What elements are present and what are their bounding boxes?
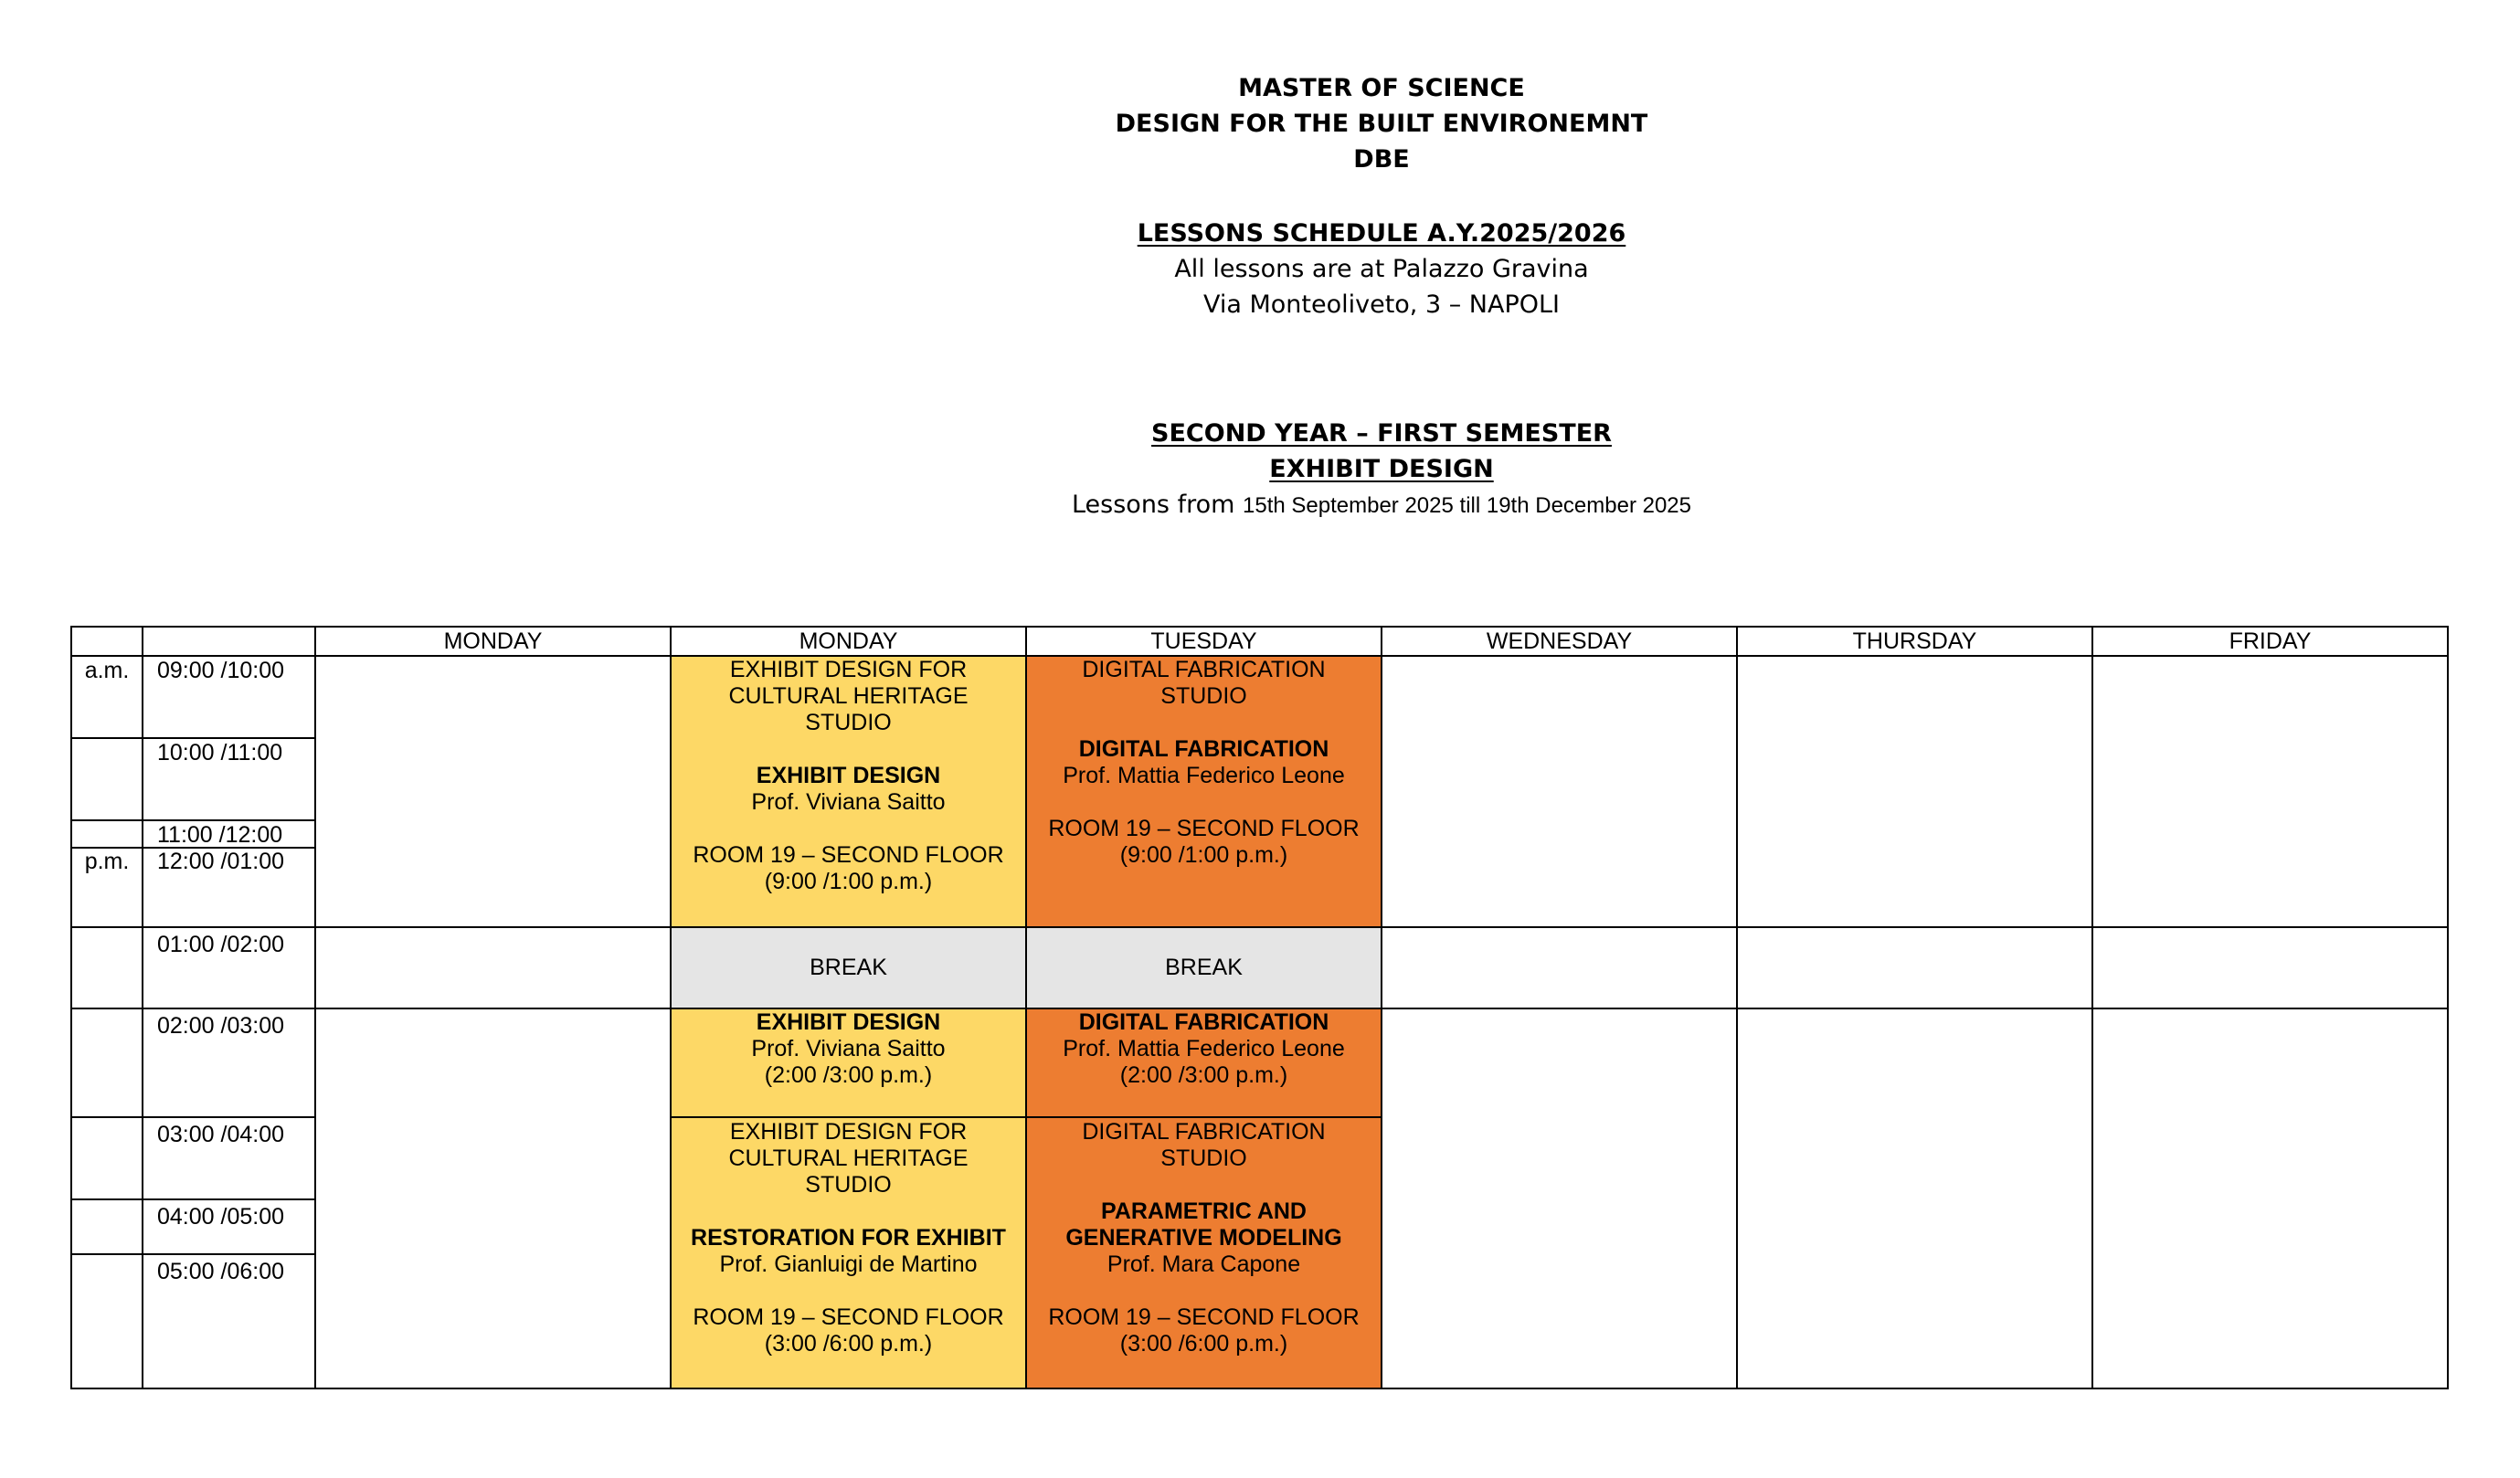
semester-title: SECOND YEAR – FIRST SEMESTER	[1151, 419, 1612, 448]
schedule-title: LESSONS SCHEDULE A.Y.2025/2026	[1137, 219, 1626, 248]
time-slot: 02:00 /03:00	[157, 1013, 285, 1039]
location-line-2: Via Monteoliveto, 3 – NAPOLI	[1202, 290, 1561, 319]
program-title: DESIGN FOR THE BUILT ENVIRONEMNT	[1115, 110, 1648, 138]
break-label: BREAK	[810, 955, 887, 980]
studio-name: DIGITAL FABRICATION	[1082, 1119, 1326, 1145]
break-label: BREAK	[1165, 955, 1243, 980]
course-name: DIGITAL FABRICATION	[1078, 736, 1329, 762]
time-slot: 10:00 /11:00	[157, 740, 283, 765]
room: ROOM 19 – SECOND FLOOR	[693, 842, 1004, 868]
course-name: PARAMETRIC AND	[1101, 1198, 1307, 1224]
period-dates: 15th September 2025 till 19th December 2025	[1243, 493, 1691, 518]
day-header-tuesday: TUESDAY	[1150, 628, 1257, 654]
room: ROOM 19 – SECOND FLOOR	[1048, 1304, 1360, 1330]
schedule-header	[0, 216, 2520, 322]
professor: Prof. Mattia Federico Leone	[1063, 1036, 1345, 1061]
day-header-monday: MONDAY	[799, 628, 898, 654]
day-header-thursday: THURSDAY	[1852, 628, 1977, 654]
tuesday-morning-block	[1026, 656, 1382, 927]
time-slot: 01:00 /02:00	[157, 932, 285, 957]
day-header-wednesday: WEDNESDAY	[1486, 628, 1633, 654]
tuesday-early-afternoon-block	[1026, 1008, 1382, 1117]
tuesday-late-afternoon-block	[1026, 1117, 1382, 1388]
program-header	[0, 70, 2520, 177]
time-range: (2:00 /3:00 p.m.)	[764, 1062, 933, 1088]
semester-header	[0, 416, 2520, 523]
tuesday-break	[1026, 927, 1382, 1008]
time-slot: 04:00 /05:00	[157, 1204, 285, 1230]
studio-name: CULTURAL HERITAGE	[728, 1145, 969, 1171]
am-label: a.m.	[84, 658, 130, 683]
room: ROOM 19 – SECOND FLOOR	[693, 1304, 1004, 1330]
professor: Prof. Viviana Saitto	[751, 789, 946, 815]
room: ROOM 19 – SECOND FLOOR	[1048, 816, 1360, 841]
studio-name: STUDIO	[1160, 683, 1247, 709]
monday-break	[671, 927, 1026, 1008]
professor: Prof. Mattia Federico Leone	[1063, 763, 1345, 788]
course-name: EXHIBIT DESIGN	[756, 1009, 941, 1035]
time-slot: 11:00 /12:00	[157, 822, 283, 848]
location-line-1: All lessons are at Palazzo Gravina	[1174, 255, 1589, 283]
studio-name: STUDIO	[1160, 1145, 1247, 1171]
professor: Prof. Viviana Saitto	[751, 1036, 946, 1061]
studio-name: EXHIBIT DESIGN FOR	[729, 1119, 968, 1145]
time-range: (3:00 /6:00 p.m.)	[1119, 1331, 1288, 1357]
studio-name: EXHIBIT DESIGN FOR	[729, 657, 968, 682]
pm-label: p.m.	[84, 849, 130, 874]
time-slot: 09:00 /10:00	[157, 658, 285, 683]
course-name: DIGITAL FABRICATION	[1078, 1009, 1329, 1035]
monday-morning-block	[671, 656, 1026, 927]
period-prefix: Lessons from	[1071, 491, 1235, 519]
professor: Prof. Mara Capone	[1106, 1251, 1301, 1277]
time-range: (2:00 /3:00 p.m.)	[1119, 1062, 1288, 1088]
degree-title: MASTER OF SCIENCE	[1238, 74, 1525, 102]
day-header-friday: FRIDAY	[2229, 628, 2312, 654]
professor: Prof. Gianluigi de Martino	[719, 1251, 978, 1277]
time-range: (9:00 /1:00 p.m.)	[1119, 842, 1288, 868]
program-acronym: DBE	[1353, 145, 1410, 174]
studio-name: DIGITAL FABRICATION	[1082, 657, 1326, 682]
course-name: EXHIBIT DESIGN	[756, 763, 941, 788]
studio-name: STUDIO	[805, 710, 892, 735]
time-slot: 03:00 /04:00	[157, 1122, 285, 1147]
track-title: EXHIBIT DESIGN	[1269, 455, 1494, 483]
time-slot: 12:00 /01:00	[157, 849, 285, 874]
course-name: GENERATIVE MODELING	[1065, 1225, 1342, 1251]
studio-name: CULTURAL HERITAGE	[728, 683, 969, 709]
time-range: (3:00 /6:00 p.m.)	[764, 1331, 933, 1357]
studio-name: STUDIO	[805, 1172, 892, 1198]
day-header-monday: MONDAY	[443, 628, 543, 654]
monday-early-afternoon-block	[671, 1008, 1026, 1117]
monday-late-afternoon-block	[671, 1117, 1026, 1388]
course-name: RESTORATION FOR EXHIBIT	[691, 1225, 1006, 1251]
time-range: (9:00 /1:00 p.m.)	[764, 869, 933, 894]
time-slot: 05:00 /06:00	[157, 1259, 285, 1284]
